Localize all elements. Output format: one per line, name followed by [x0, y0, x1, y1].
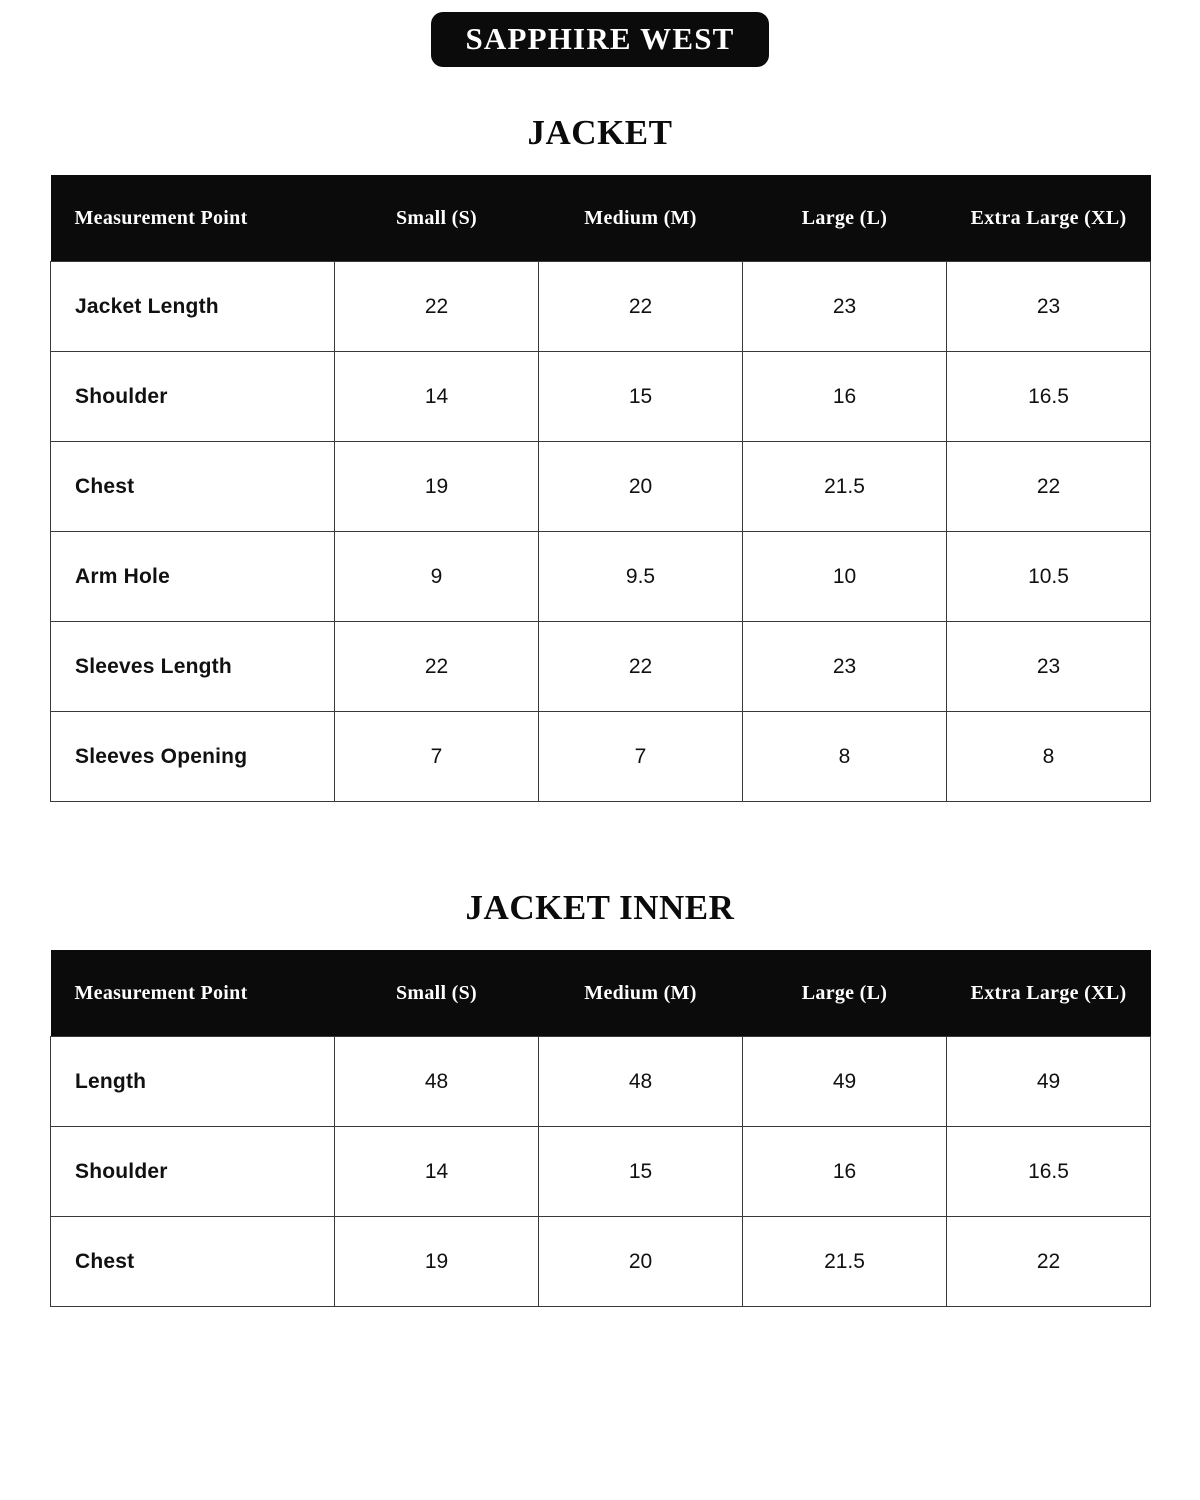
table-row [51, 352, 1151, 442]
brand-banner [0, 0, 1200, 67]
column-header-small: Small (S) [335, 950, 539, 1037]
cell-value: 15 [539, 352, 743, 442]
row-label: Length [51, 1037, 335, 1127]
cell-value: 22 [947, 1217, 1151, 1307]
table-row [51, 442, 1151, 532]
cell-value: 15 [539, 1127, 743, 1217]
cell-value: 14 [335, 1127, 539, 1217]
cell-value: 22 [539, 262, 743, 352]
table-header-jacket-inner [51, 950, 1151, 1037]
column-header-measurement-point: Measurement Point [51, 175, 335, 262]
table-wrap-jacket [50, 175, 1150, 802]
table-row [51, 532, 1151, 622]
cell-value: 22 [335, 262, 539, 352]
cell-value: 48 [539, 1037, 743, 1127]
cell-value: 9.5 [539, 532, 743, 622]
cell-value: 14 [335, 352, 539, 442]
cell-value: 22 [335, 622, 539, 712]
cell-value: 7 [539, 712, 743, 802]
row-label: Chest [51, 442, 335, 532]
row-label: Sleeves Length [51, 622, 335, 712]
row-label: Shoulder [51, 1127, 335, 1217]
cell-value: 10 [743, 532, 947, 622]
row-label: Chest [51, 1217, 335, 1307]
column-header-extra-large: Extra Large (XL) [947, 950, 1151, 1037]
cell-value: 20 [539, 1217, 743, 1307]
column-header-measurement-point: Measurement Point [51, 950, 335, 1037]
cell-value: 21.5 [743, 442, 947, 532]
column-header-extra-large: Extra Large (XL) [947, 175, 1151, 262]
table-body-jacket-inner [51, 1037, 1151, 1307]
table-header-jacket [51, 175, 1151, 262]
cell-value: 48 [335, 1037, 539, 1127]
cell-value: 49 [743, 1037, 947, 1127]
table-row [51, 622, 1151, 712]
table-header-row [51, 175, 1151, 262]
table-body-jacket [51, 262, 1151, 802]
cell-value: 16 [743, 1127, 947, 1217]
section-title-jacket-inner: JACKET INNER [465, 888, 735, 927]
table-header-row [51, 950, 1151, 1037]
table-wrap-jacket-inner [50, 950, 1150, 1307]
table-row [51, 1037, 1151, 1127]
table-row [51, 712, 1151, 802]
row-label: Shoulder [51, 352, 335, 442]
cell-value: 7 [335, 712, 539, 802]
cell-value: 22 [947, 442, 1151, 532]
table-row [51, 1127, 1151, 1217]
brand-name: SAPPHIRE WEST [431, 12, 768, 67]
cell-value: 23 [947, 622, 1151, 712]
cell-value: 20 [539, 442, 743, 532]
column-header-medium: Medium (M) [539, 950, 743, 1037]
table-row [51, 1217, 1151, 1307]
cell-value: 16.5 [947, 352, 1151, 442]
row-label: Jacket Length [51, 262, 335, 352]
cell-value: 23 [947, 262, 1151, 352]
section-title-jacket: JACKET [527, 113, 673, 152]
column-header-large: Large (L) [743, 950, 947, 1037]
column-header-large: Large (L) [743, 175, 947, 262]
cell-value: 23 [743, 622, 947, 712]
cell-value: 49 [947, 1037, 1151, 1127]
row-label: Sleeves Opening [51, 712, 335, 802]
size-table-jacket [50, 175, 1151, 802]
cell-value: 16.5 [947, 1127, 1151, 1217]
cell-value: 22 [539, 622, 743, 712]
cell-value: 21.5 [743, 1217, 947, 1307]
cell-value: 19 [335, 1217, 539, 1307]
cell-value: 19 [335, 442, 539, 532]
row-label: Arm Hole [51, 532, 335, 622]
cell-value: 23 [743, 262, 947, 352]
cell-value: 9 [335, 532, 539, 622]
cell-value: 16 [743, 352, 947, 442]
cell-value: 8 [743, 712, 947, 802]
size-table-jacket-inner [50, 950, 1151, 1307]
cell-value: 8 [947, 712, 1151, 802]
table-row [51, 262, 1151, 352]
column-header-small: Small (S) [335, 175, 539, 262]
column-header-medium: Medium (M) [539, 175, 743, 262]
cell-value: 10.5 [947, 532, 1151, 622]
